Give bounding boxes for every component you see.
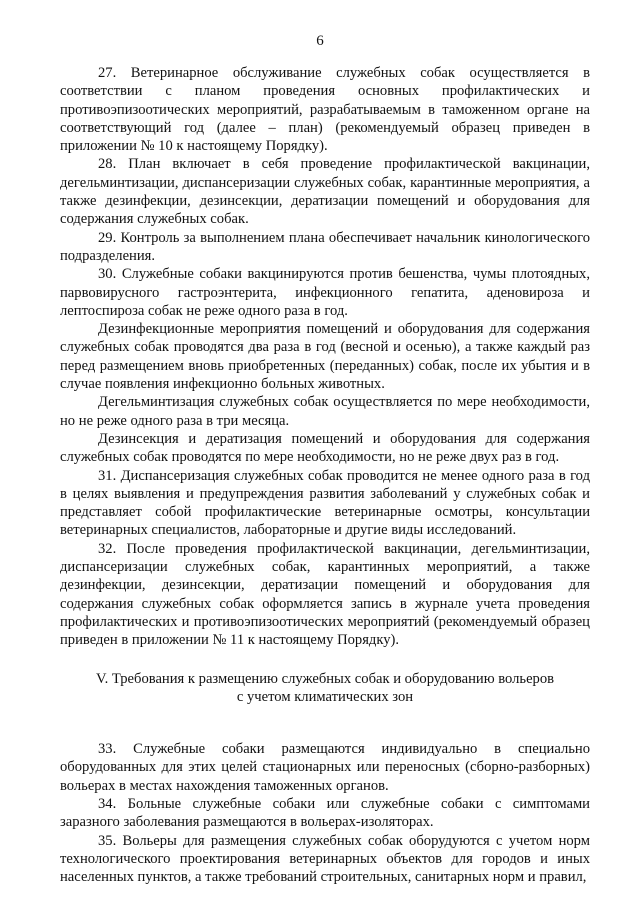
paragraph-30-disinfection: Дезинфекционные мероприятия помещений и оборудования для содержания служебных собак проводятся два раза в год (весной и осенью), а также каждый раз перед размещением вновь приобретенных (переданных) собак, после их убытия и в случае появления инфекционно больных животных. [60,321,590,393]
paragraph-32: 32. После проведения профилактической вакцинации, дегельминтизации, диспансеризации служебных собак, карантинных мероприятий, а также дезинфекции, дезинсекции, дератизации помещений и оборудования для содержания служебных собак оформляется запись в журнале учета проведения профилактических и противоэпизоотических мероприятий (рекомендуемый образец приведен в приложении № 11 к настоящему Порядку). [60,540,590,649]
paragraph-28: 28. План включает в себя проведение профилактической вакцинации, дегельминтизации, диспансеризации служебных собак, карантинные мероприятия, а также дезинфекции, дезинсекции, дератизации помещений и оборудования для содержания служебных собак. [60,156,590,228]
paragraph-27: 27. Ветеринарное обслуживание служебных собак осуществляется в соответствии с планом проведения основных профилактических и противоэпизоотических мероприятий, разрабатываемым в таможенном органе на соответствующий год (далее – план) (рекомендуемый образец приведен в приложении № 10 к настоящему Порядку). [60,65,590,155]
page-number: 6 [316,33,324,49]
paragraph-33: 33. Служебные собаки размещаются индивидуально в специально оборудованных для этих целей стационарных или переносных (сборно-разборных) вольерах в местах нахождения таможенных органов. [60,741,590,794]
paragraph-30-disinsection: Дезинсекция и дератизация помещений и оборудования для содержания служебных собак проводятся по мере необходимости, но не реже двух раз в год. [60,430,590,466]
paragraph-31: 31. Диспансеризация служебных собак проводится не менее одного раза в год в целях выявления и предупреждения развития заболеваний у служебных собак и представляет собой профилактические ветеринарные осмотры, консультации ветеринарных специалистов, лабораторные и другие виды исследований. [60,467,590,539]
paragraph-34: 34. Больные служебные собаки или служебные собаки с симптомами заразного заболевания размещаются в вольерах-изоляторах. [60,795,590,831]
section-heading-line-1: V. Требования к размещению служебных собак и оборудованию вольеров [95,670,555,687]
section-heading [60,670,590,707]
paragraph-35: 35. Вольеры для размещения служебных собак оборудуются с учетом норм технологического проектирования ветеринарных объектов для городов и иных населенных пунктов, а также требований строительных, санитарных норм и правил, [60,832,590,886]
document-body [60,64,590,886]
paragraph-29: 29. Контроль за выполнением плана обеспечивает начальник кинологического подразделения. [60,229,590,264]
section-heading-line-2: с учетом климатических зон [236,688,414,705]
paragraph-30-deworming: Дегельминтизация служебных собак осуществляется по мере необходимости, но не реже одного раза в три месяца. [60,394,590,429]
paragraph-30: 30. Служебные собаки вакцинируются против бешенства, чумы плотоядных, парвовирусного гастроэнтерита, инфекционного гепатита, аденовироза и лептоспироза собак не реже одного раза в год. [60,266,590,319]
